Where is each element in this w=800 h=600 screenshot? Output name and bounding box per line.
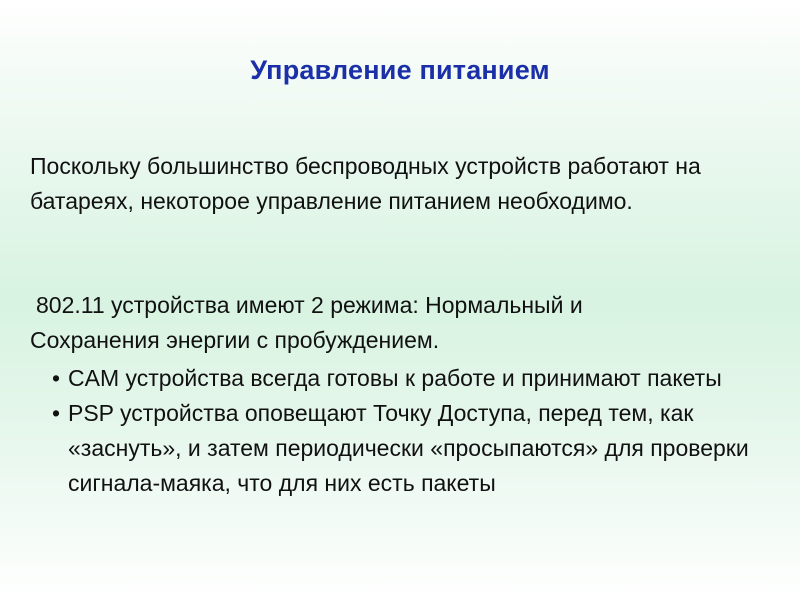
list-item <box>48 396 768 501</box>
list-item <box>48 361 768 396</box>
slide-title: Управление питанием <box>250 55 550 85</box>
modes-line-2: Сохранения энергии с пробуждением. <box>30 327 440 353</box>
intro-paragraph: Поскольку большинство беспроводных устройств работают на батареях, некоторое управление питанием необходимо. <box>30 153 701 214</box>
modes-paragraph <box>30 288 770 358</box>
modes-line-1: 802.11 устройства имеют 2 режима: Нормальный и <box>36 292 583 318</box>
bullet-dot-icon: • <box>52 365 61 391</box>
bullet-list <box>48 361 768 501</box>
bullet-text: PSP устройства оповещают Точку Доступа, перед тем, как «заснуть», и затем периодически «просыпаются» для проверки сигнала-маяка, что для них есть пакеты <box>68 400 749 496</box>
bullet-text: CAM устройства всегда готовы к работе и принимают пакеты <box>68 365 722 391</box>
bullet-dot-icon: • <box>52 400 61 426</box>
